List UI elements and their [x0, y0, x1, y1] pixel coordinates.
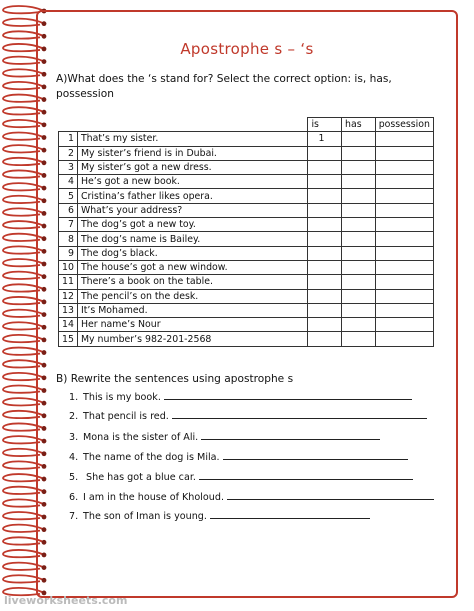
row-sentence: My sister’s friend is in Dubai.: [77, 146, 308, 160]
answer-cell-has[interactable]: [342, 260, 376, 274]
rewrite-item: [69, 469, 413, 483]
answer-line[interactable]: [227, 489, 434, 500]
answer-cell-is[interactable]: [308, 289, 342, 303]
table-row: [59, 303, 434, 317]
answer-cell-possession[interactable]: [375, 246, 433, 260]
answer-line[interactable]: [201, 429, 380, 440]
row-sentence: The dog’s black.: [77, 246, 308, 260]
answer-line[interactable]: [223, 449, 408, 460]
answer-cell-has[interactable]: [342, 160, 376, 174]
section-a-instruction: A)What does the ‘s stand for? Select the correct option: is, has, possession: [56, 73, 392, 100]
options-table: [58, 117, 434, 347]
rewrite-item-number: 6.: [69, 492, 79, 503]
row-number: 2: [59, 146, 78, 160]
section-b-heading: B) Rewrite the sentences using apostrophe s: [56, 373, 294, 385]
answer-line[interactable]: [210, 508, 370, 519]
rewrite-item-sentence: The son of Iman is young.: [83, 511, 207, 522]
answer-cell-is[interactable]: [308, 175, 342, 189]
row-number: 5: [59, 189, 78, 203]
row-sentence: My sister’s got a new dress.: [77, 160, 308, 174]
answer-cell-is[interactable]: [308, 189, 342, 203]
answer-cell-has[interactable]: [342, 332, 376, 346]
watermark: liveworksheets.com: [4, 594, 128, 607]
answer-cell-possession[interactable]: [375, 289, 433, 303]
answer-cell-possession[interactable]: [375, 275, 433, 289]
row-number: 11: [59, 275, 78, 289]
answer-cell-has[interactable]: [342, 246, 376, 260]
answer-cell-has[interactable]: [342, 218, 376, 232]
answer-cell-has[interactable]: [342, 318, 376, 332]
table-row: [59, 132, 434, 146]
answer-line[interactable]: [172, 408, 427, 419]
rewrite-item-sentence: This is my book.: [83, 392, 161, 403]
row-number: 3: [59, 160, 78, 174]
table-row: [59, 189, 434, 203]
answer-cell-possession[interactable]: [375, 203, 433, 217]
answer-cell-has[interactable]: [342, 203, 376, 217]
answer-cell-possession[interactable]: [375, 189, 433, 203]
rewrite-item-number: 5.: [69, 472, 79, 483]
row-sentence: What’s your address?: [77, 203, 308, 217]
row-number: 13: [59, 303, 78, 317]
row-number: 12: [59, 289, 78, 303]
answer-cell-is[interactable]: [308, 260, 342, 274]
answer-cell-is[interactable]: [308, 232, 342, 246]
page-title: Apostrophe s – ‘s: [180, 40, 314, 58]
answer-cell-is[interactable]: [308, 275, 342, 289]
answer-cell-possession[interactable]: [375, 318, 433, 332]
row-sentence: My number’s 982-201-2568: [77, 332, 308, 346]
table-row: [59, 218, 434, 232]
row-sentence: The house’s got a new window.: [77, 260, 308, 274]
answer-cell-is[interactable]: [308, 332, 342, 346]
row-number: 15: [59, 332, 78, 346]
table-row: [59, 175, 434, 189]
row-sentence: That’s my sister.: [77, 132, 308, 146]
answer-cell-possession[interactable]: [375, 260, 433, 274]
answer-cell-is[interactable]: [308, 160, 342, 174]
options-table-body: [59, 132, 434, 346]
answer-cell-has[interactable]: [342, 132, 376, 146]
answer-cell-is[interactable]: [308, 218, 342, 232]
answer-cell-possession[interactable]: [375, 175, 433, 189]
rewrite-item: [69, 449, 408, 463]
answer-cell-has[interactable]: [342, 232, 376, 246]
row-number: 4: [59, 175, 78, 189]
answer-cell-possession[interactable]: [375, 332, 433, 346]
answer-cell-is[interactable]: [308, 203, 342, 217]
rewrite-item-number: 3.: [69, 432, 79, 443]
rewrite-item-number: 7.: [69, 511, 79, 522]
answer-cell-has[interactable]: [342, 189, 376, 203]
row-sentence: Her name’s Nour: [77, 318, 308, 332]
row-sentence: Cristina’s father likes opera.: [77, 189, 308, 203]
rewrite-item-number: 1.: [69, 392, 79, 403]
row-number: 14: [59, 318, 78, 332]
table-row: [59, 332, 434, 346]
table-row: [59, 232, 434, 246]
answer-cell-has[interactable]: [342, 275, 376, 289]
answer-cell-has[interactable]: [342, 146, 376, 160]
answer-cell-is[interactable]: 1: [308, 132, 342, 146]
row-number: 6: [59, 203, 78, 217]
rewrite-item: [69, 508, 370, 522]
row-sentence: There’s a book on the table.: [77, 275, 308, 289]
answer-cell-has[interactable]: [342, 289, 376, 303]
table-row: [59, 318, 434, 332]
column-header-possession: possession: [375, 118, 433, 132]
rewrite-item-sentence: She has got a blue car.: [83, 472, 196, 483]
table-row: [59, 146, 434, 160]
answer-cell-possession[interactable]: [375, 146, 433, 160]
row-sentence: The dog’s got a new toy.: [77, 218, 308, 232]
answer-cell-possession[interactable]: [375, 218, 433, 232]
table-row: [59, 260, 434, 274]
answer-cell-is[interactable]: [308, 146, 342, 160]
rewrite-item: [69, 429, 380, 443]
row-number: 9: [59, 246, 78, 260]
table-row: [59, 160, 434, 174]
rewrite-item-sentence: That pencil is red.: [83, 411, 169, 422]
row-sentence: The pencil’s on the desk.: [77, 289, 308, 303]
table-row: [59, 246, 434, 260]
answer-cell-is[interactable]: [308, 318, 342, 332]
answer-line[interactable]: [199, 469, 413, 480]
row-number: 8: [59, 232, 78, 246]
row-sentence: He’s got a new book.: [77, 175, 308, 189]
answer-cell-has[interactable]: [342, 303, 376, 317]
header-blank: [77, 118, 308, 132]
answer-cell-possession[interactable]: [375, 132, 433, 146]
rewrite-item: [69, 389, 412, 403]
table-header-row: [59, 118, 434, 132]
rewrite-item: [69, 489, 434, 503]
row-sentence: The dog’s name is Bailey.: [77, 232, 308, 246]
rewrite-item-sentence: I am in the house of Kholoud.: [83, 492, 225, 503]
row-number: 1: [59, 132, 78, 146]
rewrite-item-number: 4.: [69, 452, 79, 463]
rewrite-item: [69, 408, 427, 422]
row-sentence: It’s Mohamed.: [77, 303, 308, 317]
column-header-is: is: [308, 118, 342, 132]
row-number: 7: [59, 218, 78, 232]
answer-cell-possession[interactable]: [375, 160, 433, 174]
rewrite-item-sentence: The name of the dog is Mila.: [83, 452, 220, 463]
table-row: [59, 203, 434, 217]
rewrite-item-sentence: Mona is the sister of Ali.: [83, 432, 199, 443]
column-header-has: has: [342, 118, 376, 132]
rewrite-item-number: 2.: [69, 411, 79, 422]
answer-cell-is[interactable]: [308, 246, 342, 260]
row-number: 10: [59, 260, 78, 274]
answer-cell-has[interactable]: [342, 175, 376, 189]
header-blank: [59, 118, 78, 132]
table-row: [59, 275, 434, 289]
answer-cell-possession[interactable]: [375, 232, 433, 246]
answer-cell-possession[interactable]: [375, 303, 433, 317]
answer-line[interactable]: [164, 389, 412, 400]
table-row: [59, 289, 434, 303]
answer-cell-is[interactable]: [308, 303, 342, 317]
